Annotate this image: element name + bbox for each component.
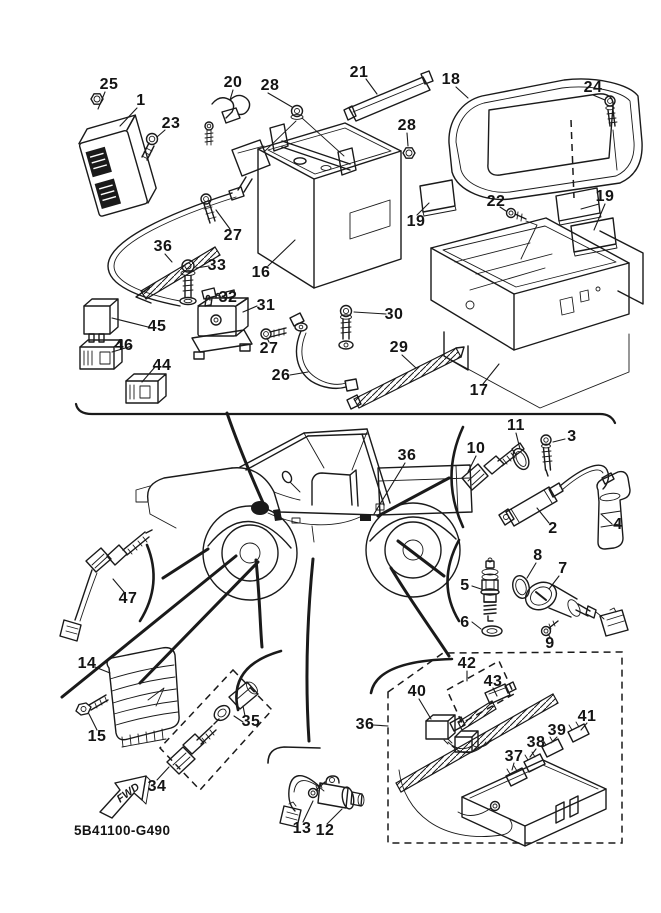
callout-27: 27 [223, 227, 243, 244]
bolt-28-left [291, 106, 303, 120]
callout-46: 46 [114, 337, 134, 354]
clamp-20 [205, 95, 250, 145]
callout-8: 8 [533, 547, 543, 564]
callout-28: 28 [397, 117, 417, 134]
callout-21: 21 [349, 64, 369, 81]
callout-9: 9 [545, 635, 555, 652]
callout-36: 36 [153, 238, 173, 255]
fwd-arrow-label: FWD [114, 780, 143, 806]
callout-24: 24 [583, 79, 603, 96]
plug-washer-6 [482, 626, 502, 636]
callout-43: 43 [483, 673, 503, 690]
callout-19: 19 [595, 188, 615, 205]
band-29 [347, 347, 464, 409]
callout-36: 36 [355, 716, 375, 733]
callout-39: 39 [547, 722, 567, 739]
callout-45: 45 [147, 318, 167, 335]
callout-3: 3 [567, 428, 577, 445]
plug-cap-4 [597, 472, 630, 549]
callout-12: 12 [315, 822, 335, 839]
callout-2: 2 [548, 520, 558, 537]
battery [258, 118, 401, 288]
callout-32: 32 [218, 289, 238, 306]
callout-37: 37 [504, 748, 524, 765]
fwd-arrow [100, 776, 150, 818]
callout-6: 6 [460, 614, 470, 631]
relay-45 [84, 299, 118, 342]
callout-5: 5 [460, 577, 470, 594]
pad-19-left [420, 180, 456, 216]
screw-3 [541, 435, 552, 476]
bolt-30 [339, 306, 353, 350]
callout-35: 35 [241, 713, 261, 730]
battery-box-17 [431, 218, 643, 408]
section-divider [76, 404, 615, 423]
callout-7: 7 [558, 560, 568, 577]
callout-10: 10 [466, 440, 486, 457]
callout-23: 23 [161, 115, 181, 132]
battery-cable-26 [290, 313, 358, 391]
callout-44: 44 [152, 357, 172, 374]
callout-17: 17 [469, 382, 489, 399]
callout-30: 30 [384, 306, 404, 323]
nut-28-right [403, 148, 415, 158]
callout-38: 38 [526, 734, 546, 751]
main-switch-7 [521, 577, 628, 636]
callout-29: 29 [389, 339, 409, 356]
callout-41: 41 [577, 708, 597, 725]
callout-22: 22 [486, 193, 506, 210]
callout-14: 14 [77, 655, 97, 672]
rectifier-14 [107, 648, 179, 747]
callout-19: 19 [406, 213, 426, 230]
ignition-coil-2 [499, 465, 608, 526]
callout-1: 1 [136, 92, 146, 109]
bolt-27-lower [261, 328, 286, 339]
sensor-47 [60, 530, 152, 641]
callout-42: 42 [457, 655, 477, 672]
callout-26: 26 [271, 367, 291, 384]
callout-15: 15 [87, 728, 107, 745]
callout-33: 33 [207, 257, 227, 274]
callout-40: 40 [407, 683, 427, 700]
cdi-unit [76, 115, 160, 217]
vehicle-side-view [136, 429, 472, 600]
callout-20: 20 [223, 74, 243, 91]
o-ring-8 [510, 574, 531, 600]
callout-34: 34 [147, 778, 167, 795]
callout-4: 4 [613, 516, 623, 533]
callout-25: 25 [99, 76, 119, 93]
bolt-15 [76, 695, 108, 715]
part-code: 5B41100-G490 [74, 823, 171, 838]
callout-27: 27 [259, 340, 279, 357]
screw-9 [542, 621, 559, 636]
callout-28: 28 [260, 77, 280, 94]
callout-16: 16 [251, 264, 271, 281]
callout-11: 11 [507, 417, 525, 434]
callout-18: 18 [441, 71, 461, 88]
spark-plug-5 [481, 558, 499, 621]
callout-31: 31 [256, 297, 276, 314]
callout-36: 36 [397, 447, 417, 464]
fuse-44 [126, 374, 166, 403]
callout-13: 13 [292, 820, 312, 837]
callout-47: 47 [118, 590, 138, 607]
